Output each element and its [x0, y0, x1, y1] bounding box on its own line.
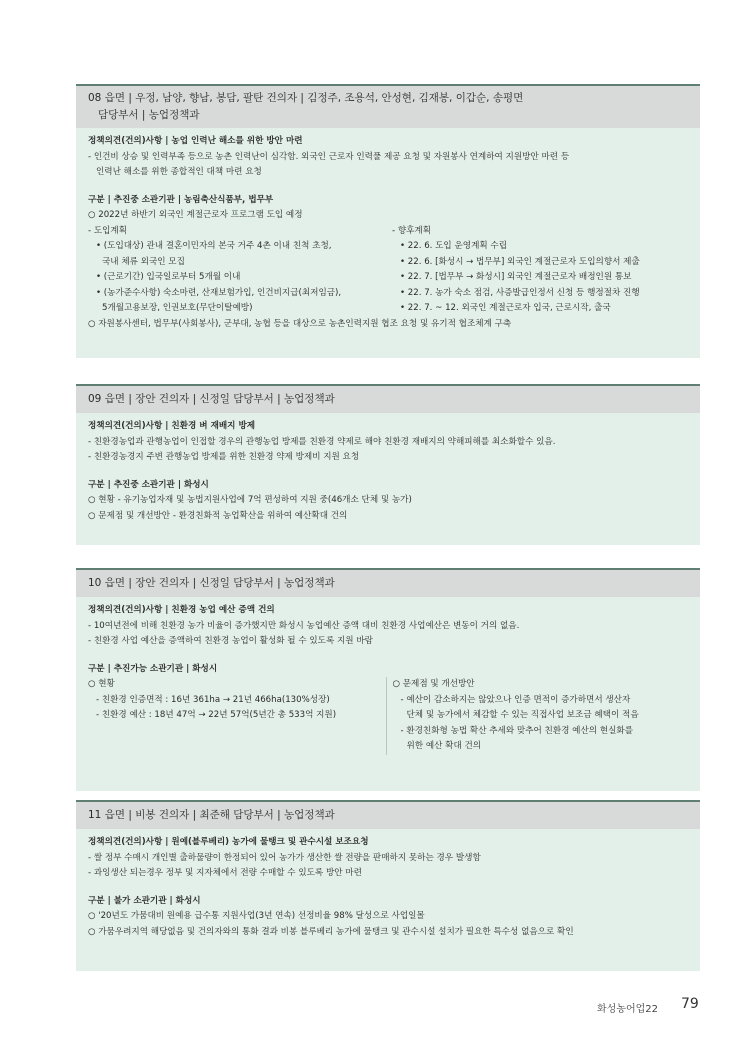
b10-c1-1: - 친환경 인증면적 : 16년 361ha → 21년 466ha(130%성장) [96, 694, 330, 705]
b10-c2-4: 위한 예산 확대 건의 [406, 741, 482, 751]
b09-status: 구분 | 추진중 소관기관 | 화성시 [88, 479, 209, 490]
b08-detail-1: - 인건비 상승 및 인력부족 등으로 농촌 인력난이 심각함. 외국인 근로자 인력풀 제공 요청 및 자원봉사 연계하여 지원방안 마련 등 [88, 151, 570, 162]
block-09-header: 09 읍면 | 장안 건의자 | 신정일 담당부서 | 농업정책과 [76, 384, 700, 413]
b08-status: 구분 | 추진중 소관기관 | 농림축산식품부, 법무부 [88, 194, 274, 205]
block-09 [76, 384, 700, 545]
b10-c2-1: - 예산이 감소하지는 않았으나 인증 면적이 증가하면서 생산자 [400, 694, 631, 705]
block-10-header: 10 읍면 | 장안 건의자 | 신정일 담당부서 | 농업정책과 [76, 568, 700, 597]
b08-c2-1: • 22. 6. 도입 운영계획 수립 [400, 241, 508, 251]
b10-columns [88, 677, 690, 755]
b11-detail-2: - 과잉생산 되는경우 정부 및 지자체에서 전량 수매할 수 있도록 방안 마련 [88, 868, 362, 878]
footer-label: 화성농어업22 [597, 1004, 659, 1015]
block-10 [76, 568, 700, 791]
block-11-body [76, 829, 700, 971]
block-08 [76, 84, 700, 358]
b08-plan-left [88, 224, 386, 317]
b08-c1-1: • (도입대상) 관내 결혼이민자의 본국 거주 4촌 이내 친척 초청, [96, 241, 332, 251]
block-08-header-line1: 08 읍면 | 우정, 남양, 향남, 봉담, 팔탄 건의자 | 김정주, 조용석, 안성현, 김재봉, 이갑순, 송평면 [88, 92, 524, 104]
b10-detail-1: - 10여년전에 비해 친환경 농가 비율이 증가했지만 화성시 농업예산 증액 대비 친환경 사업예산은 변동이 거의 없음. [88, 620, 520, 631]
b09-request: 정책의견(건의)사항 | 친환경 벼 재배지 방제 [88, 421, 256, 431]
b08-answer-2: ○ 자원봉사센터, 법무부(사회봉사), 군부대, 농협 등을 대상으로 농촌인력지원 협조 요청 및 유기적 협조체계 구축 [88, 318, 512, 329]
block-11-header: 11 읍면 | 비봉 건의자 | 최준해 담당부서 | 농업정책과 [76, 800, 700, 829]
b08-c2-4: • 22. 7. 농가 숙소 점검, 사증발급인정서 신청 등 행정절차 진행 [400, 287, 640, 298]
b10-status: 구분 | 추진가능 소관기관 | 화성시 [88, 663, 218, 674]
b11-answer-2: ○ 가뭄우려지역 해당없음 및 건의자와의 통화 결과 비봉 블루베리 농가에 물탱크 및 관수시설 설치가 필요한 특수성 없음으로 확인 [88, 926, 574, 937]
block-09-body [76, 413, 700, 545]
block-08-header [76, 84, 700, 128]
b11-detail-1: - 쌀 정부 수매시 개인별 출하물량이 한정되어 있어 농가가 생산한 쌀 전량을 판매하지 못하는 경우 발생함 [88, 852, 481, 863]
block-11 [76, 800, 700, 971]
b10-right [386, 677, 691, 755]
b10-c1-2: - 친환경 예산 : 18년 47억 → 22년 57억(5년간 총 533억 지원) [96, 710, 337, 720]
b10-left [88, 677, 386, 755]
b08-c1-5: 5개월고용보장, 인권보호(무단이탈예방) [102, 303, 253, 313]
b08-plan-columns [88, 224, 690, 317]
b10-c2-0: ○ 문제점 및 개선방안 [392, 679, 475, 689]
b10-detail-2: - 친환경 사업 예산을 증액하여 친환경 농업이 활성화 될 수 있도록 지원 바람 [88, 636, 373, 646]
b09-detail-2: - 친환경농경지 주변 관행농업 방제를 위한 친환경 약제 방제비 지원 요청 [88, 452, 360, 462]
b08-c2-3: • 22. 7. [법무부 → 화성시] 외국인 계절근로자 배정인원 통보 [400, 272, 632, 282]
b09-detail-1: - 친환경농업과 관행농업이 인접할 경우의 관행농업 방제를 친환경 약제로 해야 친환경 재배지의 약해피해를 최소화할수 있음. [88, 436, 556, 447]
b10-c2-3: - 환경친화형 농법 확산 추세와 맞추어 친환경 예산의 현실화를 [400, 725, 633, 736]
b08-c1-4: • (농가준수사항) 숙소마련, 산재보험가입, 인건비지급(최저임금), [96, 287, 342, 298]
b11-answer-1: ○ '20년도 가뭄대비 원예용 급수통 지원사업(3년 연속) 선정비율 98% 달성으로 사업일몰 [88, 911, 425, 921]
b11-status: 구분 | 불가 소관기관 | 화성시 [88, 895, 201, 906]
b08-plan-right [386, 224, 690, 317]
page-number: 79 [681, 996, 699, 1012]
b08-c2-5: • 22. 7. ~ 12. 외국인 계절근로자 입국, 근로시작, 출국 [400, 303, 611, 313]
block-10-body [76, 597, 700, 791]
b08-c2-2: • 22. 6. [화성시 → 법무부] 외국인 계절근로자 도입의향서 제출 [400, 256, 640, 267]
b10-request: 정책의견(건의)사항 | 친환경 농업 예산 증액 건의 [88, 605, 275, 615]
b08-c1-2: 국내 체류 외국인 모집 [102, 256, 185, 267]
block-08-body [76, 128, 700, 358]
b10-c2-2: 단체 및 농가에서 체감할 수 있는 직접사업 보조금 혜택이 적음 [406, 710, 639, 720]
b10-c1-0: ○ 현황 [88, 679, 115, 689]
b09-answer-2: ○ 문제점 및 개선방안 - 환경친화적 농업확산을 위하여 예산확대 건의 [88, 510, 348, 521]
b09-answer-1: ○ 현황 - 유기농업자재 및 농법지원사업에 7억 편성하여 지원 중(46개소 단체 및 농가) [88, 495, 412, 505]
b11-request: 정책의견(건의)사항 | 원예(블루베리) 농가에 물탱크 및 관수시설 보조요청 [88, 837, 369, 847]
b08-request: 정책의견(건의)사항 | 농업 인력난 해소를 위한 방안 마련 [88, 136, 303, 146]
b08-c2-0: - 향후계획 [392, 225, 432, 236]
b08-c1-0: - 도입계획 [88, 225, 128, 236]
b08-c1-3: • (근로기간) 입국일로부터 5개월 이내 [96, 272, 241, 282]
b08-answer-1: ○ 2022년 하반기 외국인 계절근로자 프로그램 도입 예정 [88, 210, 303, 220]
b08-detail-2: 인력난 해소를 위한 종합적인 대책 마련 요청 [96, 167, 262, 177]
block-08-header-line2: 담당부서 | 농업정책과 [98, 109, 200, 121]
